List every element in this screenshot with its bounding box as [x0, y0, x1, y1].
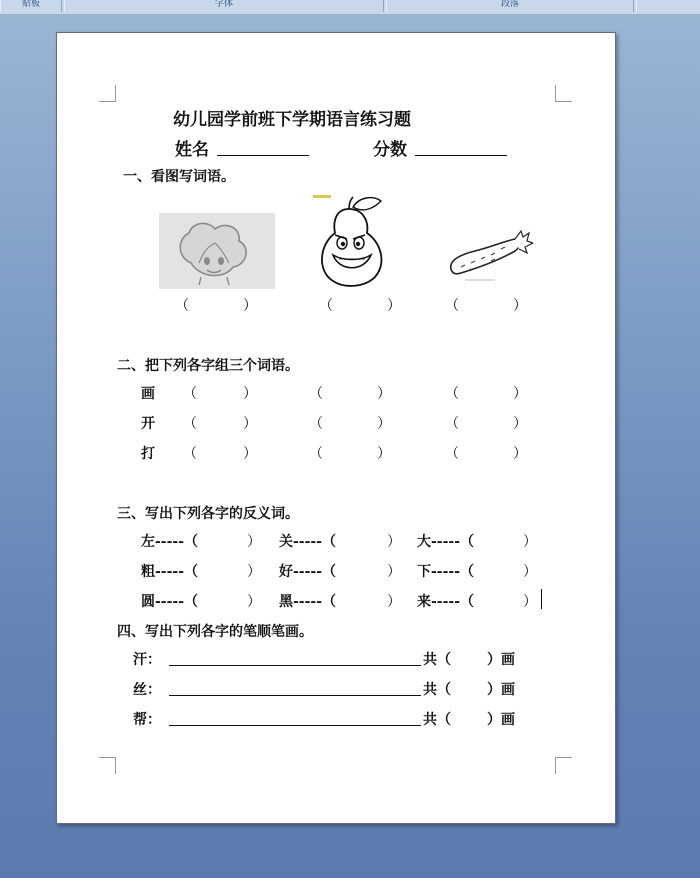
stroke-order-line [169, 725, 421, 726]
answer-paren-right: ） [523, 534, 537, 550]
answer-paren-right: ） [243, 446, 257, 462]
document-page[interactable] [56, 32, 616, 824]
answer-paren-left: （ [445, 386, 459, 402]
answer-paren-left: （ [445, 416, 459, 432]
antonym-prompt: 黑-----（ [279, 594, 337, 610]
ribbon-group-label: 段落 [500, 0, 519, 9]
answer-paren-left: （ [175, 298, 189, 314]
stroke-count-right: ）画 [487, 652, 515, 668]
cabbage-icon [159, 213, 275, 289]
ribbon [0, 0, 700, 15]
margin-corner-top-right [555, 85, 572, 102]
answer-paren-right: ） [387, 534, 401, 550]
stroke-count-left: 共（ [423, 652, 451, 668]
answer-paren-right: ） [387, 594, 401, 610]
answer-paren-right: ） [513, 386, 527, 402]
ribbon-group-styles[interactable] [636, 0, 700, 12]
document-title: 幼儿园学前班下学期语言练习题 [173, 110, 411, 130]
stroke-order-line [169, 695, 421, 696]
stroke-char: 帮： [133, 712, 161, 728]
answer-paren-right: ） [513, 298, 527, 314]
answer-paren-right: ） [377, 446, 391, 462]
answer-paren-right: ） [513, 446, 527, 462]
pear-icon [309, 193, 391, 289]
answer-paren-left: （ [445, 298, 459, 314]
margin-corner-bottom-right [555, 757, 572, 774]
stroke-order-line [169, 665, 421, 666]
section-2-heading: 二、把下列各字组三个词语。 [117, 358, 299, 374]
antonym-prompt: 圆-----（ [141, 594, 199, 610]
stroke-char: 丝： [133, 682, 161, 698]
answer-paren-left: （ [183, 416, 197, 432]
name-underline [217, 155, 309, 156]
stroke-count-right: ）画 [487, 712, 515, 728]
answer-paren-left: （ [183, 446, 197, 462]
answer-paren-left: （ [183, 386, 197, 402]
section-2-char: 画 [141, 386, 155, 402]
section-2-char: 打 [141, 446, 155, 462]
antonym-prompt: 粗-----（ [141, 564, 199, 580]
margin-corner-bottom-left [99, 757, 116, 774]
answer-paren-right: ） [387, 298, 401, 314]
ribbon-group-paragraph[interactable] [386, 0, 634, 12]
stroke-count-left: 共（ [423, 712, 451, 728]
section-4-heading: 四、写出下列各字的笔顺笔画。 [117, 624, 313, 640]
antonym-prompt: 左-----（ [141, 534, 199, 550]
text-cursor [541, 589, 542, 609]
answer-paren-right: ） [523, 564, 537, 580]
ribbon-group-label: 字体 [214, 0, 233, 9]
answer-paren-right: ） [247, 564, 261, 580]
antonym-prompt: 关-----（ [279, 534, 337, 550]
answer-paren-right: ） [377, 416, 391, 432]
answer-paren-left: （ [445, 446, 459, 462]
answer-paren-right: ） [247, 594, 261, 610]
cucumber-icon [445, 221, 533, 285]
name-label: 姓名 [175, 140, 209, 160]
answer-paren-left: （ [319, 298, 333, 314]
antonym-prompt: 大-----（ [417, 534, 475, 550]
stroke-count-left: 共（ [423, 682, 451, 698]
antonym-prompt: 下-----（ [417, 564, 475, 580]
answer-paren-left: （ [309, 416, 323, 432]
score-label: 分数 [373, 140, 407, 160]
antonym-prompt: 好-----（ [279, 564, 337, 580]
antonym-prompt: 来-----（ [417, 594, 475, 610]
stroke-count-right: ）画 [487, 682, 515, 698]
answer-paren-right: ） [243, 298, 257, 314]
ribbon-group-font[interactable] [64, 0, 384, 12]
answer-paren-right: ） [243, 386, 257, 402]
section-2-char: 开 [141, 416, 155, 432]
score-underline [415, 155, 507, 156]
ribbon-group-label: 贴板 [21, 0, 40, 9]
answer-paren-right: ） [377, 386, 391, 402]
answer-paren-left: （ [309, 446, 323, 462]
ribbon-group-clipboard[interactable] [0, 0, 62, 12]
margin-corner-top-left [99, 85, 116, 102]
answer-paren-right: ） [243, 416, 257, 432]
stroke-char: 汗： [133, 652, 161, 668]
answer-paren-right: ） [513, 416, 527, 432]
answer-paren-left: （ [309, 386, 323, 402]
section-3-heading: 三、写出下列各字的反义词。 [117, 506, 299, 522]
answer-paren-right: ） [247, 534, 261, 550]
answer-paren-right: ） [387, 564, 401, 580]
section-1-heading: 一、看图写词语。 [123, 169, 235, 185]
answer-paren-right: ） [523, 594, 537, 610]
